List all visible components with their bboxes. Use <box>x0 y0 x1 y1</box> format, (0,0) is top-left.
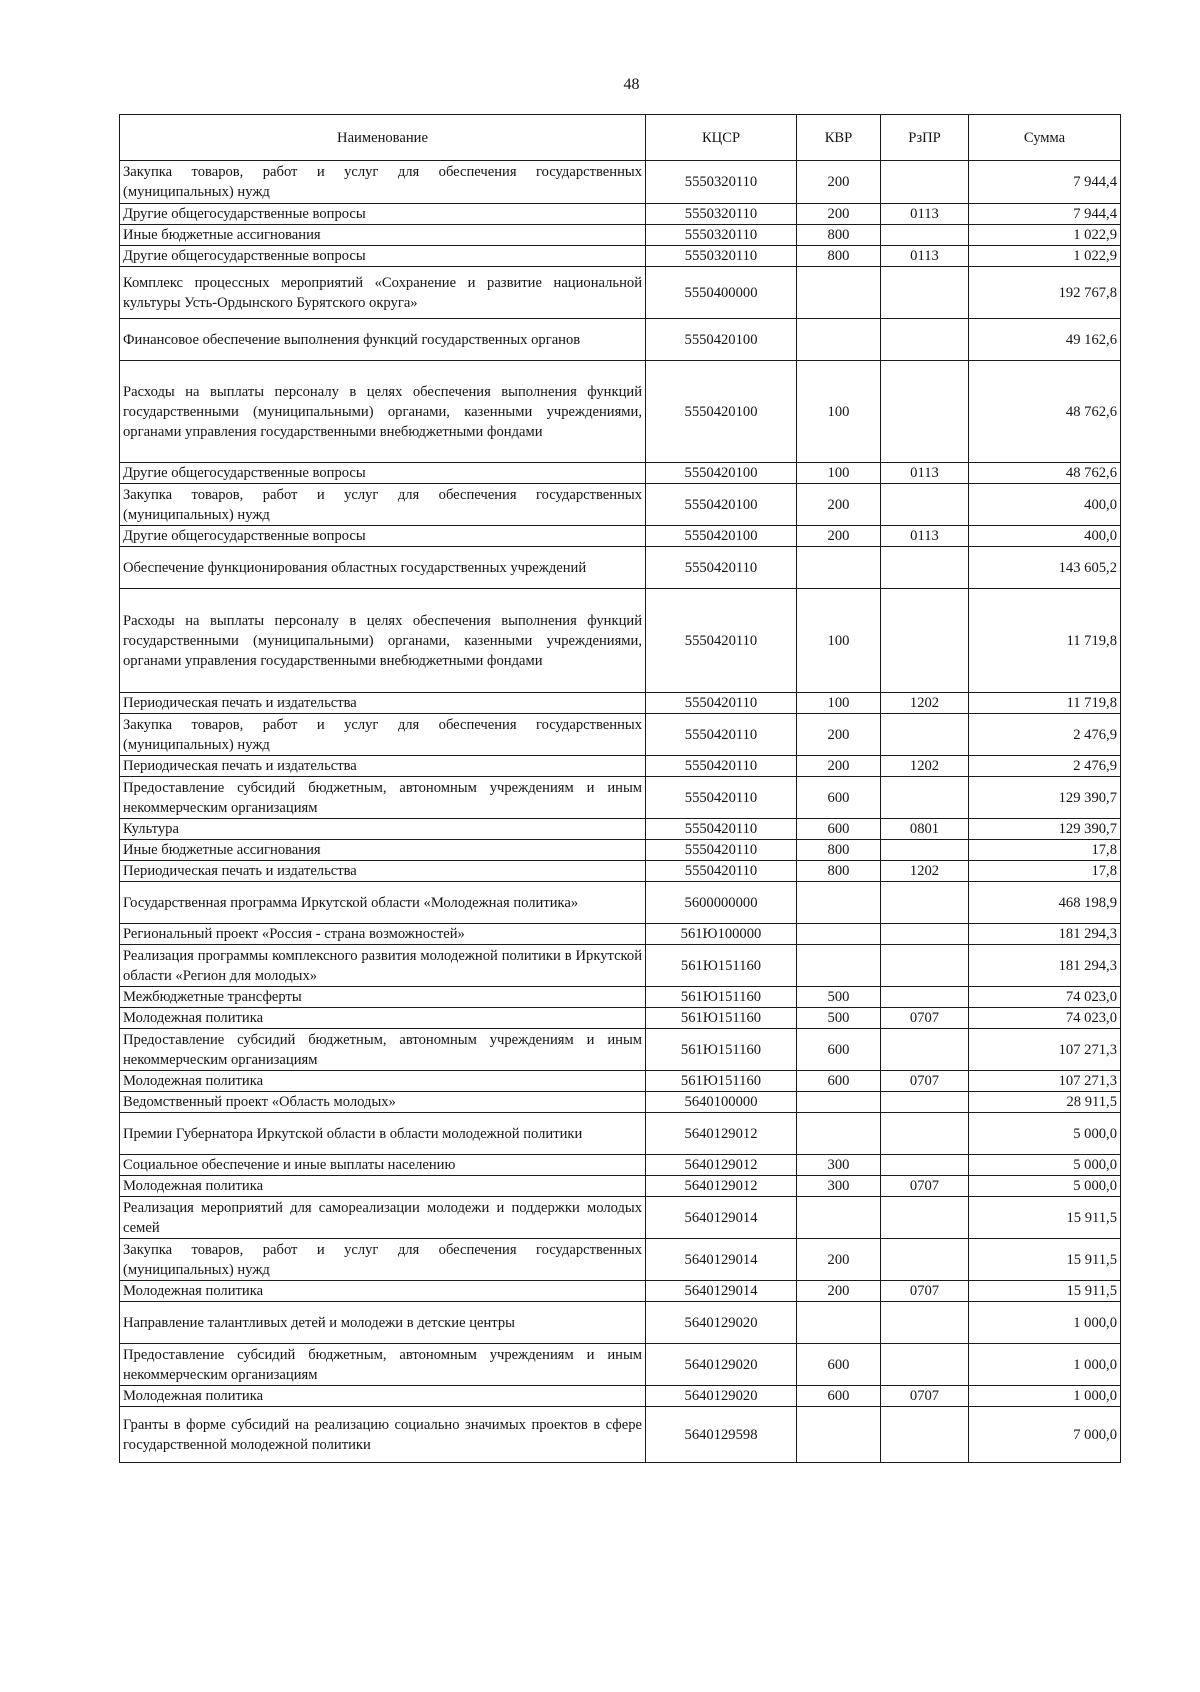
cell-sum: 181 294,3 <box>969 924 1121 945</box>
cell-sum: 1 022,9 <box>969 246 1121 267</box>
cell-sum: 400,0 <box>969 526 1121 547</box>
cell-rzpr <box>881 161 969 204</box>
cell-kvr: 600 <box>797 1029 881 1071</box>
budget-table <box>119 114 1121 1463</box>
cell-kvr <box>797 1092 881 1113</box>
cell-kvr: 100 <box>797 589 881 693</box>
cell-rzpr <box>881 1113 969 1155</box>
cell-rzpr <box>881 882 969 924</box>
cell-kcsr: 5550420110 <box>646 547 797 589</box>
table-row <box>120 589 1121 693</box>
table-row <box>120 1155 1121 1176</box>
table-row <box>120 1029 1121 1071</box>
cell-kvr <box>797 1302 881 1344</box>
cell-name: Молодежная политика <box>120 1008 646 1029</box>
table-row <box>120 225 1121 246</box>
cell-kcsr: 561Ю151160 <box>646 945 797 987</box>
cell-kvr: 200 <box>797 756 881 777</box>
cell-name: Иные бюджетные ассигнования <box>120 840 646 861</box>
cell-name: Закупка товаров, работ и услуг для обеспечения государственных (муниципальных) нужд <box>120 714 646 756</box>
cell-sum: 7 944,4 <box>969 204 1121 225</box>
cell-kcsr: 5550420100 <box>646 526 797 547</box>
cell-sum: 129 390,7 <box>969 777 1121 819</box>
table-row <box>120 547 1121 589</box>
cell-kcsr: 5640129014 <box>646 1239 797 1281</box>
cell-kcsr: 5640129014 <box>646 1281 797 1302</box>
cell-kcsr: 5550420100 <box>646 463 797 484</box>
cell-kcsr: 5640129598 <box>646 1407 797 1463</box>
table-row <box>120 1008 1121 1029</box>
cell-rzpr <box>881 1302 969 1344</box>
cell-sum: 1 000,0 <box>969 1302 1121 1344</box>
table-row <box>120 1344 1121 1386</box>
cell-kcsr: 5550420110 <box>646 589 797 693</box>
cell-name: Иные бюджетные ассигнования <box>120 225 646 246</box>
cell-rzpr <box>881 1197 969 1239</box>
cell-sum: 107 271,3 <box>969 1071 1121 1092</box>
cell-kvr: 100 <box>797 361 881 463</box>
cell-sum: 192 767,8 <box>969 267 1121 319</box>
cell-kvr: 200 <box>797 526 881 547</box>
cell-sum: 15 911,5 <box>969 1197 1121 1239</box>
cell-kcsr: 5640129020 <box>646 1386 797 1407</box>
cell-kvr <box>797 945 881 987</box>
table-row <box>120 526 1121 547</box>
cell-kcsr: 561Ю151160 <box>646 1071 797 1092</box>
cell-rzpr <box>881 714 969 756</box>
cell-kcsr: 5550420110 <box>646 840 797 861</box>
cell-kvr: 300 <box>797 1155 881 1176</box>
cell-name: Премии Губернатора Иркутской области в области молодежной политики <box>120 1113 646 1155</box>
cell-rzpr <box>881 987 969 1008</box>
table-row <box>120 463 1121 484</box>
cell-name: Периодическая печать и издательства <box>120 693 646 714</box>
cell-sum: 17,8 <box>969 840 1121 861</box>
cell-rzpr <box>881 1029 969 1071</box>
cell-name: Другие общегосударственные вопросы <box>120 204 646 225</box>
cell-rzpr: 0707 <box>881 1386 969 1407</box>
cell-kvr: 100 <box>797 693 881 714</box>
cell-rzpr: 0707 <box>881 1008 969 1029</box>
table-row <box>120 1281 1121 1302</box>
cell-kcsr: 5550320110 <box>646 225 797 246</box>
cell-kcsr: 5550420100 <box>646 484 797 526</box>
table-row <box>120 1197 1121 1239</box>
cell-name: Другие общегосударственные вопросы <box>120 463 646 484</box>
cell-name: Расходы на выплаты персоналу в целях обеспечения выполнения функций государственными (муниципальными) органами, казенными учреждениями, органами управления государственными внебюджетными фондами <box>120 361 646 463</box>
cell-sum: 15 911,5 <box>969 1281 1121 1302</box>
cell-name: Другие общегосударственные вопросы <box>120 246 646 267</box>
table-row <box>120 161 1121 204</box>
cell-name: Культура <box>120 819 646 840</box>
table-row <box>120 819 1121 840</box>
cell-rzpr <box>881 945 969 987</box>
cell-rzpr <box>881 267 969 319</box>
table-row <box>120 756 1121 777</box>
cell-name: Комплекс процессных мероприятий «Сохранение и развитие национальной культуры Усть-Ордынского Бурятского округа» <box>120 267 646 319</box>
table-row <box>120 1092 1121 1113</box>
cell-name: Закупка товаров, работ и услуг для обеспечения государственных (муниципальных) нужд <box>120 161 646 204</box>
cell-rzpr: 0113 <box>881 463 969 484</box>
cell-name: Предоставление субсидий бюджетным, автономным учреждениям и иным некоммерческим организациям <box>120 1029 646 1071</box>
cell-sum: 129 390,7 <box>969 819 1121 840</box>
cell-name: Гранты в форме субсидий на реализацию социально значимых проектов в сфере государственной молодежной политики <box>120 1407 646 1463</box>
table-row <box>120 1239 1121 1281</box>
cell-sum: 2 476,9 <box>969 714 1121 756</box>
cell-kvr: 800 <box>797 840 881 861</box>
cell-sum: 74 023,0 <box>969 1008 1121 1029</box>
cell-name: Социальное обеспечение и иные выплаты населению <box>120 1155 646 1176</box>
cell-sum: 74 023,0 <box>969 987 1121 1008</box>
cell-name: Межбюджетные трансферты <box>120 987 646 1008</box>
cell-kcsr: 5550420100 <box>646 361 797 463</box>
cell-rzpr <box>881 1344 969 1386</box>
cell-kvr <box>797 1113 881 1155</box>
cell-kvr: 600 <box>797 1071 881 1092</box>
cell-rzpr <box>881 1092 969 1113</box>
cell-rzpr: 0707 <box>881 1176 969 1197</box>
cell-kcsr: 561Ю151160 <box>646 1029 797 1071</box>
table-row <box>120 1407 1121 1463</box>
table-row <box>120 1386 1121 1407</box>
cell-name: Ведомственный проект «Область молодых» <box>120 1092 646 1113</box>
cell-rzpr <box>881 589 969 693</box>
cell-kvr: 800 <box>797 246 881 267</box>
table-row <box>120 882 1121 924</box>
table-row <box>120 693 1121 714</box>
cell-sum: 468 198,9 <box>969 882 1121 924</box>
cell-kvr: 600 <box>797 1344 881 1386</box>
cell-kvr: 500 <box>797 987 881 1008</box>
cell-rzpr: 0707 <box>881 1281 969 1302</box>
cell-kcsr: 5550420110 <box>646 756 797 777</box>
cell-kcsr: 5550420110 <box>646 693 797 714</box>
cell-sum: 107 271,3 <box>969 1029 1121 1071</box>
cell-sum: 1 000,0 <box>969 1386 1121 1407</box>
cell-name: Финансовое обеспечение выполнения функций государственных органов <box>120 319 646 361</box>
cell-rzpr <box>881 840 969 861</box>
cell-name: Расходы на выплаты персоналу в целях обеспечения выполнения функций государственными (муниципальными) органами, казенными учреждениями, органами управления государственными внебюджетными фондами <box>120 589 646 693</box>
table-row <box>120 1176 1121 1197</box>
cell-rzpr: 0707 <box>881 1071 969 1092</box>
cell-kvr <box>797 1407 881 1463</box>
cell-sum: 5 000,0 <box>969 1113 1121 1155</box>
cell-kvr <box>797 267 881 319</box>
cell-rzpr <box>881 484 969 526</box>
table-row <box>120 204 1121 225</box>
cell-sum: 181 294,3 <box>969 945 1121 987</box>
table-row <box>120 1302 1121 1344</box>
cell-name: Реализация программы комплексного развития молодежной политики в Иркутской области «Регион для молодых» <box>120 945 646 987</box>
cell-kvr <box>797 924 881 945</box>
table-row <box>120 246 1121 267</box>
cell-kvr: 800 <box>797 225 881 246</box>
table-row <box>120 945 1121 987</box>
table-row <box>120 319 1121 361</box>
cell-kcsr: 5550420110 <box>646 777 797 819</box>
cell-kcsr: 5640129020 <box>646 1302 797 1344</box>
cell-name: Молодежная политика <box>120 1071 646 1092</box>
cell-rzpr: 0113 <box>881 204 969 225</box>
cell-sum: 1 000,0 <box>969 1344 1121 1386</box>
cell-name: Реализация мероприятий для самореализации молодежи и поддержки молодых семей <box>120 1197 646 1239</box>
cell-rzpr <box>881 924 969 945</box>
cell-rzpr <box>881 1239 969 1281</box>
cell-kvr: 200 <box>797 1281 881 1302</box>
cell-sum: 15 911,5 <box>969 1239 1121 1281</box>
cell-kcsr: 5640129020 <box>646 1344 797 1386</box>
cell-sum: 11 719,8 <box>969 589 1121 693</box>
cell-rzpr <box>881 1407 969 1463</box>
cell-name: Предоставление субсидий бюджетным, автономным учреждениям и иным некоммерческим организациям <box>120 1344 646 1386</box>
cell-sum: 7 944,4 <box>969 161 1121 204</box>
column-header-rzpr: РзПР <box>881 115 969 161</box>
column-header-kcsr: КЦСР <box>646 115 797 161</box>
cell-name: Государственная программа Иркутской области «Молодежная политика» <box>120 882 646 924</box>
cell-kcsr: 5550400000 <box>646 267 797 319</box>
cell-kvr: 200 <box>797 161 881 204</box>
cell-kcsr: 561Ю151160 <box>646 1008 797 1029</box>
table-row <box>120 861 1121 882</box>
cell-rzpr <box>881 361 969 463</box>
cell-sum: 28 911,5 <box>969 1092 1121 1113</box>
cell-sum: 1 022,9 <box>969 225 1121 246</box>
cell-kcsr: 5550320110 <box>646 246 797 267</box>
cell-rzpr <box>881 547 969 589</box>
table-row <box>120 267 1121 319</box>
cell-rzpr: 0113 <box>881 246 969 267</box>
cell-kvr: 600 <box>797 1386 881 1407</box>
cell-kcsr: 5640129014 <box>646 1197 797 1239</box>
cell-kvr: 600 <box>797 819 881 840</box>
cell-kvr: 200 <box>797 484 881 526</box>
cell-name: Закупка товаров, работ и услуг для обеспечения государственных (муниципальных) нужд <box>120 484 646 526</box>
cell-kcsr: 5550420100 <box>646 319 797 361</box>
cell-kcsr: 5550320110 <box>646 161 797 204</box>
cell-name: Обеспечение функционирования областных государственных учреждений <box>120 547 646 589</box>
cell-kvr: 200 <box>797 1239 881 1281</box>
cell-sum: 11 719,8 <box>969 693 1121 714</box>
cell-kvr: 200 <box>797 204 881 225</box>
cell-name: Предоставление субсидий бюджетным, автономным учреждениям и иным некоммерческим организациям <box>120 777 646 819</box>
cell-sum: 5 000,0 <box>969 1155 1121 1176</box>
cell-rzpr <box>881 777 969 819</box>
cell-kvr: 800 <box>797 861 881 882</box>
cell-sum: 400,0 <box>969 484 1121 526</box>
cell-rzpr <box>881 319 969 361</box>
table-row <box>120 1113 1121 1155</box>
cell-sum: 48 762,6 <box>969 361 1121 463</box>
cell-kcsr: 5550420110 <box>646 819 797 840</box>
cell-name: Закупка товаров, работ и услуг для обеспечения государственных (муниципальных) нужд <box>120 1239 646 1281</box>
table-row <box>120 924 1121 945</box>
table-body <box>120 161 1121 1463</box>
table-row <box>120 840 1121 861</box>
table-row <box>120 361 1121 463</box>
cell-rzpr: 0801 <box>881 819 969 840</box>
page-number: 48 <box>623 76 640 93</box>
column-header-kvr: КВР <box>797 115 881 161</box>
cell-kcsr: 5550420110 <box>646 861 797 882</box>
table-row <box>120 714 1121 756</box>
cell-rzpr <box>881 1155 969 1176</box>
cell-kcsr: 5600000000 <box>646 882 797 924</box>
cell-rzpr: 1202 <box>881 861 969 882</box>
cell-kcsr: 561Ю151160 <box>646 987 797 1008</box>
cell-rzpr: 1202 <box>881 693 969 714</box>
table-row <box>120 987 1121 1008</box>
cell-name: Направление талантливых детей и молодежи в детские центры <box>120 1302 646 1344</box>
column-header-name: Наименование <box>120 115 646 161</box>
cell-kvr: 200 <box>797 714 881 756</box>
cell-name: Другие общегосударственные вопросы <box>120 526 646 547</box>
table-row <box>120 777 1121 819</box>
cell-kvr: 300 <box>797 1176 881 1197</box>
cell-rzpr: 1202 <box>881 756 969 777</box>
cell-kvr: 600 <box>797 777 881 819</box>
cell-sum: 17,8 <box>969 861 1121 882</box>
cell-kcsr: 5640129012 <box>646 1176 797 1197</box>
cell-rzpr: 0113 <box>881 526 969 547</box>
cell-sum: 2 476,9 <box>969 756 1121 777</box>
table-header-row <box>120 115 1121 161</box>
cell-kcsr: 5550320110 <box>646 204 797 225</box>
table-row <box>120 484 1121 526</box>
cell-name: Молодежная политика <box>120 1176 646 1197</box>
table-row <box>120 1071 1121 1092</box>
cell-name: Молодежная политика <box>120 1386 646 1407</box>
cell-sum: 5 000,0 <box>969 1176 1121 1197</box>
cell-kvr <box>797 882 881 924</box>
cell-name: Региональный проект «Россия - страна возможностей» <box>120 924 646 945</box>
cell-name: Периодическая печать и издательства <box>120 756 646 777</box>
cell-sum: 48 762,6 <box>969 463 1121 484</box>
cell-kcsr: 5640100000 <box>646 1092 797 1113</box>
cell-kcsr: 5640129012 <box>646 1113 797 1155</box>
cell-name: Периодическая печать и издательства <box>120 861 646 882</box>
cell-kvr <box>797 319 881 361</box>
cell-sum: 7 000,0 <box>969 1407 1121 1463</box>
cell-kvr <box>797 547 881 589</box>
cell-kcsr: 5640129012 <box>646 1155 797 1176</box>
cell-kcsr: 5550420110 <box>646 714 797 756</box>
cell-kcsr: 561Ю100000 <box>646 924 797 945</box>
cell-sum: 49 162,6 <box>969 319 1121 361</box>
cell-kvr: 500 <box>797 1008 881 1029</box>
cell-name: Молодежная политика <box>120 1281 646 1302</box>
cell-kvr <box>797 1197 881 1239</box>
cell-kvr: 100 <box>797 463 881 484</box>
cell-sum: 143 605,2 <box>969 547 1121 589</box>
cell-rzpr <box>881 225 969 246</box>
column-header-sum: Сумма <box>969 115 1121 161</box>
